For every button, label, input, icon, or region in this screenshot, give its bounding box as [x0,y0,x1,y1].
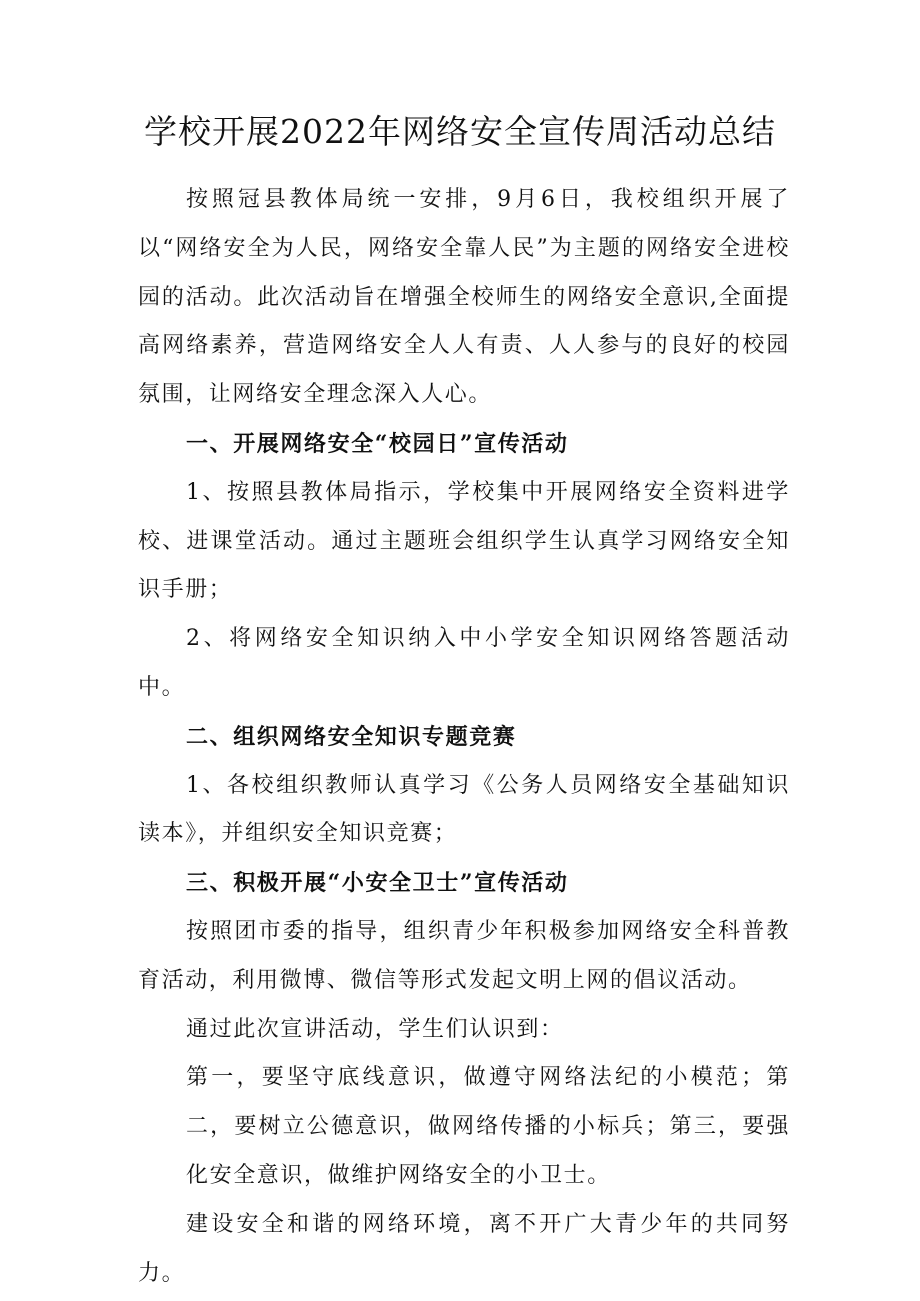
section-3-paragraph: 按照团市委的指导，组织青少年积极参加网络安全科普教育活动，利用微博、微信等形式发起文明上网的倡议活动。 [138,918,790,993]
section-2-item-1: 1、各校组织教师认真学习《公务人员网络安全基础知识读本》，并组织安全知识竞赛； [138,772,790,847]
document-body [138,176,790,1298]
intro-paragraph: 按照冠县教体局统一安排，9月6日，我校组织开展了以“网络安全为人民，网络安全靠人民”为主题的网络安全进校园的活动。此次活动旨在增强全校师生的网络安全意识,全面提高网络素养，营造网络安全人人有责、人人参与的良好的校园氛围，让网络安全理念深入人心。 [138,187,790,408]
section-heading-2: 二、组织网络安全知识专题竞赛 [186,723,517,750]
section-1-item-2: 2、将网络安全知识纳入中小学安全知识网络答题活动中。 [138,626,790,700]
section-1-item-1: 1、按照县教体局指示，学校集中开展网络安全资料进学校、进课堂活动。通过主题班会组织学生认真学习网络安全知识手册； [138,479,790,603]
summary-points: 第一，要坚守底线意识，做遵守网络法纪的小模范；第二，要树立公德意识，做网络传播的小标兵；第三，要强化安全意识，做维护网络安全的小卫士。 [186,1065,790,1188]
section-heading-1: 一、开展网络安全“校园日”宣传活动 [186,430,569,457]
document-title: 学校开展2022年网络安全宣传周活动总结 [144,112,776,151]
summary-intro: 通过此次宣讲活动，学生们认识到： [186,1016,564,1042]
closing-paragraph: 建设安全和谐的网络环境，离不开广大青少年的共同努力。 [138,1211,790,1286]
section-heading-3: 三、积极开展“小安全卫士”宣传活动 [186,870,569,897]
